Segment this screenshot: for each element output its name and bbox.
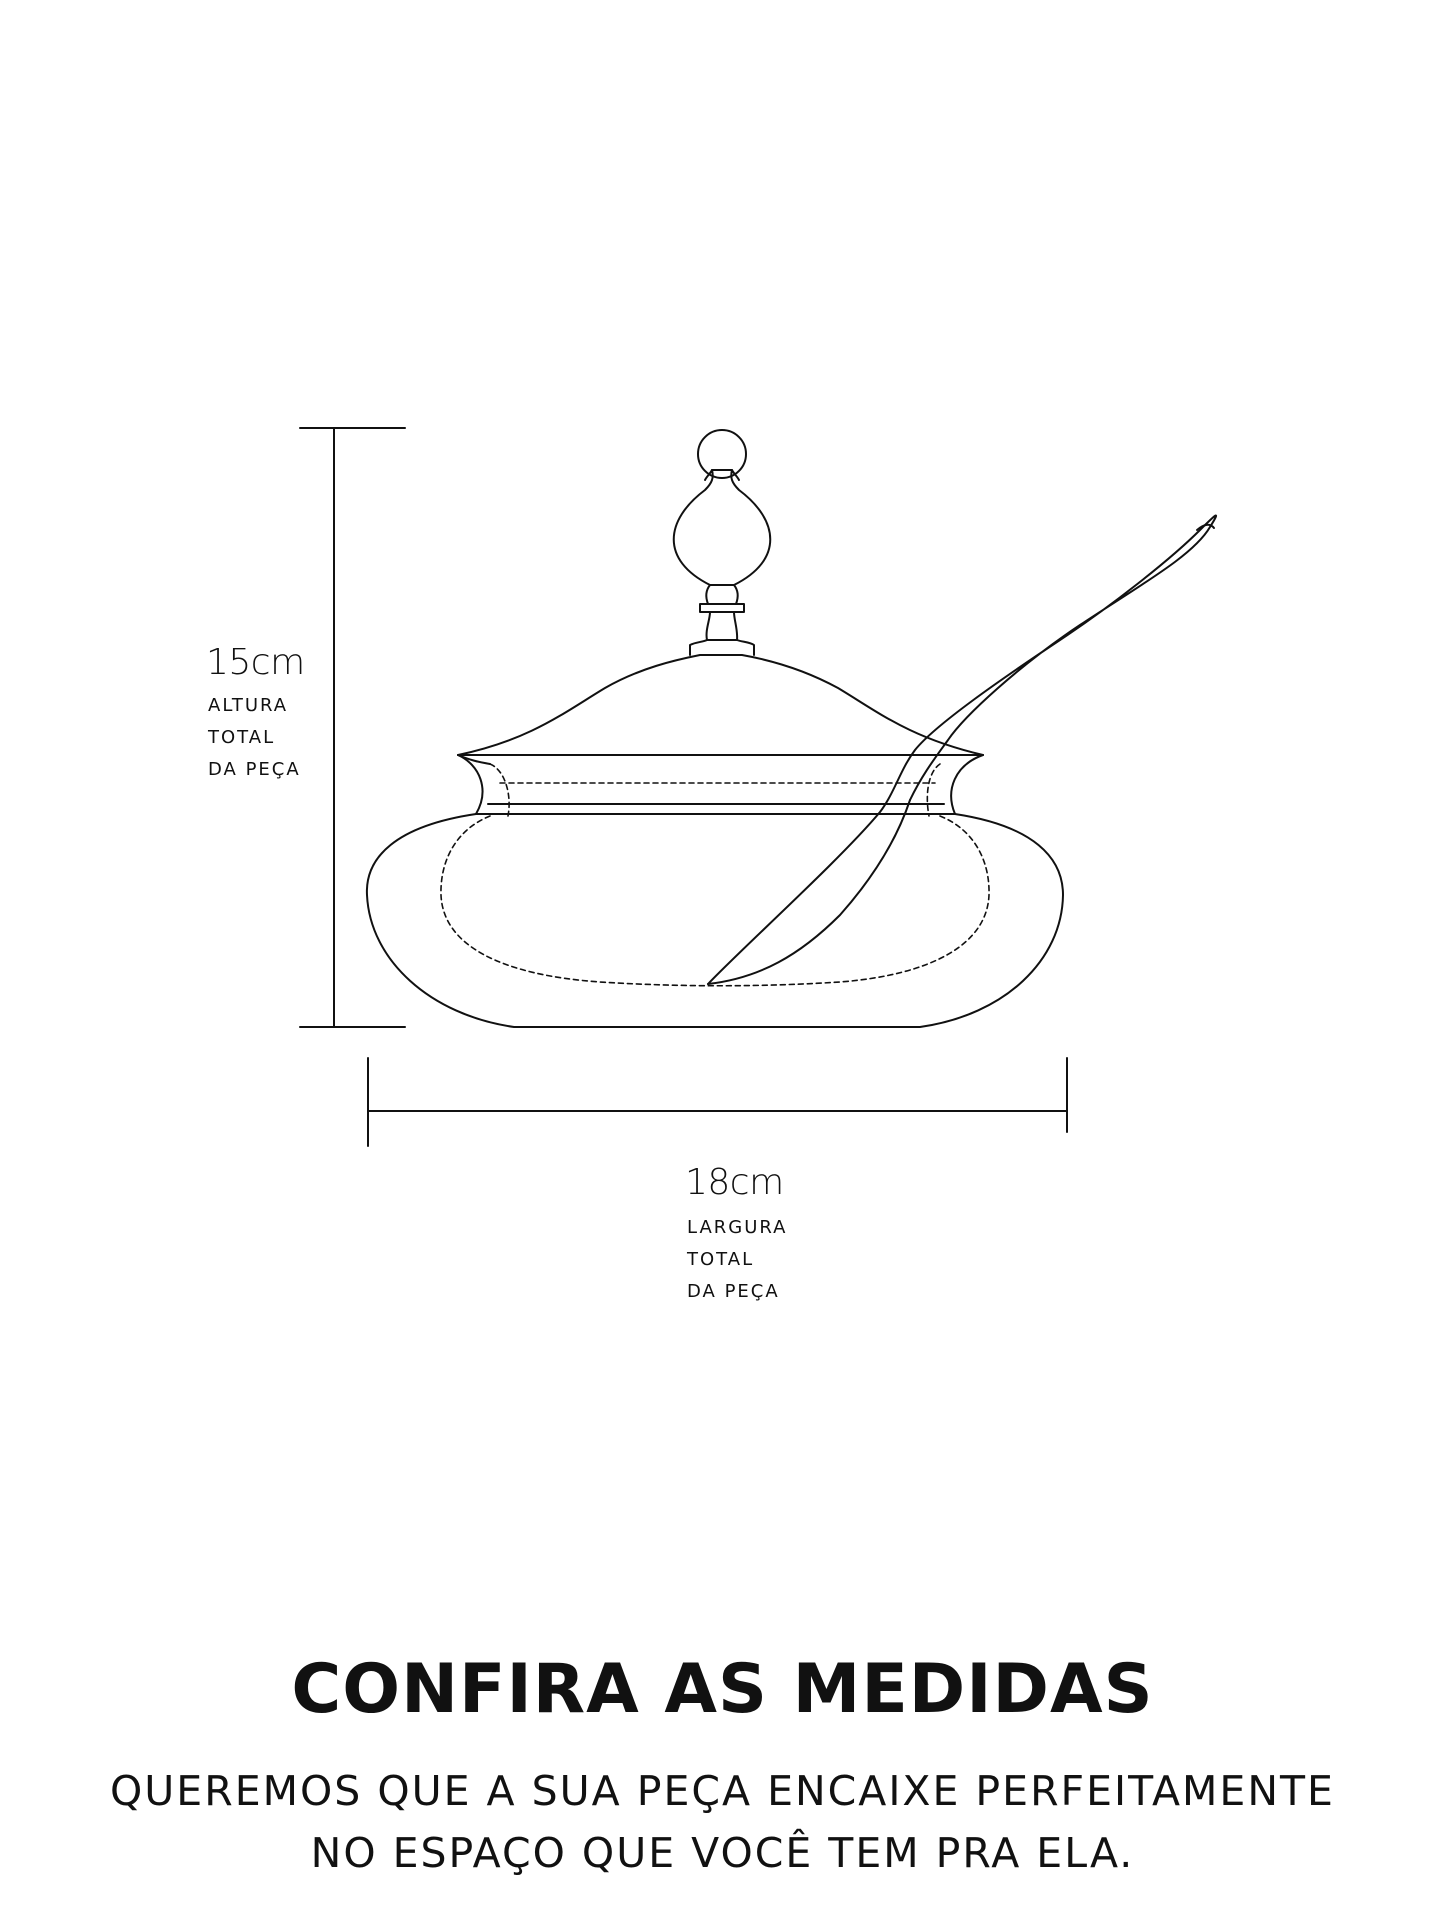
height-caption [208, 690, 301, 786]
lid-rim [458, 755, 983, 816]
width-value: 18cm [685, 1162, 784, 1203]
height-caption-line: TOTAL [208, 727, 276, 748]
footer-subtitle-line: NO ESPAÇO QUE VOCÊ TEM PRA ELA. [310, 1829, 1135, 1877]
height-value: 15cm [206, 642, 305, 683]
lid-dome [458, 655, 983, 755]
width-caption-line: LARGURA [687, 1217, 788, 1238]
height-dimension-line [300, 428, 405, 1027]
width-caption-line: DA PEÇA [687, 1281, 780, 1302]
bowl-body [367, 814, 1063, 1027]
height-caption-line: DA PEÇA [208, 759, 301, 780]
height-caption-line: ALTURA [208, 695, 289, 716]
width-caption-line: TOTAL [687, 1249, 755, 1270]
footer-title: CONFIRA AS MEDIDAS [291, 1650, 1154, 1729]
lid-finial [674, 430, 771, 655]
width-caption [687, 1212, 787, 1308]
width-dimension-line [368, 1058, 1067, 1146]
footer-subtitle-line: QUEREMOS QUE A SUA PEÇA ENCAIXE PERFEITAMENTE [110, 1767, 1335, 1815]
footer-subtitle [0, 1760, 1445, 1884]
